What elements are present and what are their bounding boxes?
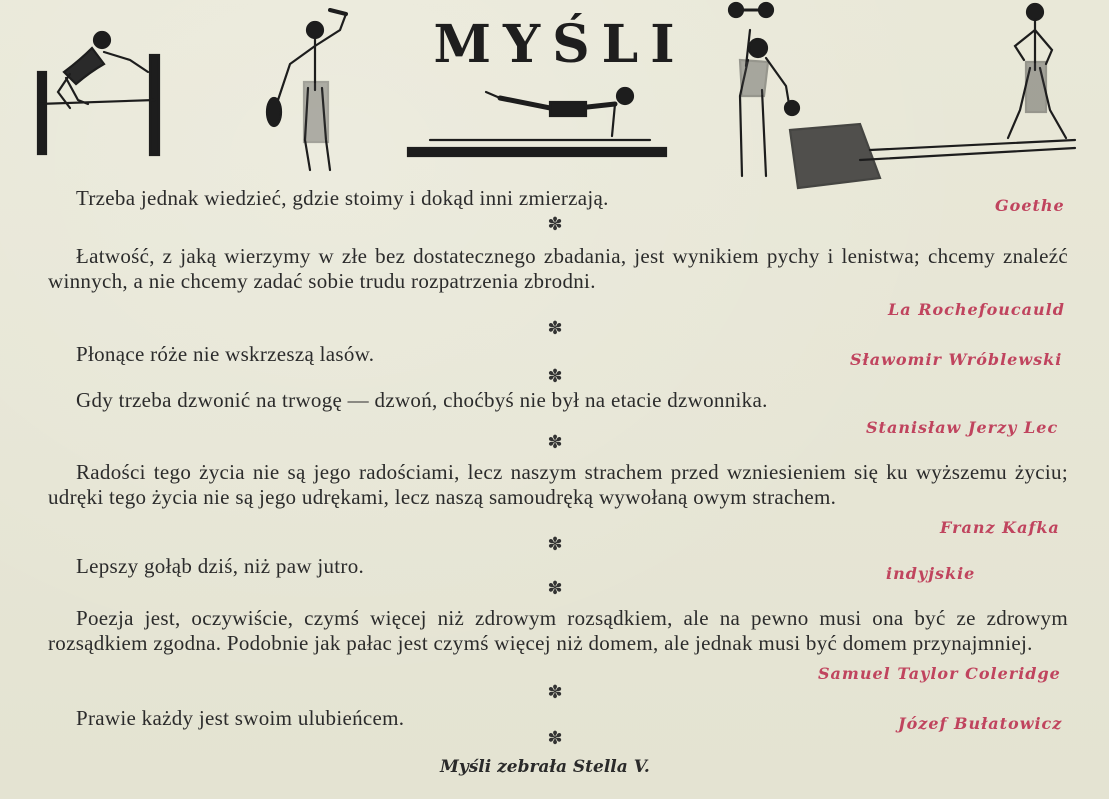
credit-line: Myśli zebrała Stella V. (440, 757, 650, 777)
dumbbell-lifter-figure (729, 3, 799, 176)
quote-text: Prawie każdy jest swoim ulubieńcem. (76, 706, 405, 730)
quote-author: indyjskie (886, 564, 976, 583)
separator-asterisk-icon: ✽ (547, 728, 563, 749)
quote-text: Gdy trzeba dzwonić na trwogę — dzwoń, choćbyś nie był na etacie dzwonnika. (76, 388, 768, 412)
separator-asterisk-icon: ✽ (547, 366, 563, 387)
bench-gymnast-figure (408, 88, 666, 156)
quote-author: Józef Bułatowicz (898, 714, 1063, 733)
quote-author: Stanisław Jerzy Lec (866, 418, 1059, 437)
quote-2 (48, 244, 1068, 294)
vaulting-gymnast-figure (38, 32, 159, 155)
standing-athlete-figure (1008, 4, 1066, 138)
quote-author: Goethe (995, 196, 1065, 215)
quote-4 (48, 388, 1068, 413)
quote-text: Lepszy gołąb dziś, niż paw jutro. (76, 554, 365, 578)
quote-5 (48, 460, 1068, 510)
quote-text: Płonące róże nie wskrzeszą lasów. (76, 342, 375, 366)
quote-author: La Rochefoucauld (888, 300, 1065, 319)
quote-text: Poezja jest, oczywiście, czymś więcej niż zdrowym rozsądkiem, ale na pewno musi ona być ze zdrowym rozsądkiem zgodna. Podobnie jak pałac jest czymś więcej niż domem, ale jednak musi być domem przynajmniej. (48, 606, 1068, 655)
quote-1 (48, 186, 1068, 211)
quote-author: Sławomir Wróblewski (850, 350, 1063, 369)
quote-text: Radości tego życia nie są jego radościami, lecz naszym strachem przed wzniesieniem się ku wyższemu życiu; udręki tego życia nie są jego udrękami, lecz naszą samoudręką wywołaną owym strachem. (48, 460, 1068, 509)
springboard-apparatus (790, 124, 1075, 188)
separator-asterisk-icon: ✽ (547, 318, 563, 339)
separator-asterisk-icon: ✽ (547, 534, 563, 555)
quote-author: Franz Kafka (940, 518, 1060, 537)
quote-author: Samuel Taylor Coleridge (818, 664, 1061, 683)
quote-text: Łatwość, z jaką wierzymy w złe bez dostatecznego zbadania, jest wynikiem pychy i lenistwa; chcemy znaleźć winnych, a nie chcemy zadać sobie trudu rozpatrzenia zbrodni. (48, 244, 1068, 293)
quote-7 (48, 606, 1068, 656)
quote-text: Trzeba jednak wiedzieć, gdzie stoimy i dokąd inni zmierzają. (76, 186, 609, 210)
separator-asterisk-icon: ✽ (547, 214, 563, 235)
club-swinging-figure (267, 10, 346, 170)
page-title: MYŚLI (433, 14, 687, 75)
separator-asterisk-icon: ✽ (547, 432, 563, 453)
separator-asterisk-icon: ✽ (547, 682, 563, 703)
separator-asterisk-icon: ✽ (547, 578, 563, 599)
